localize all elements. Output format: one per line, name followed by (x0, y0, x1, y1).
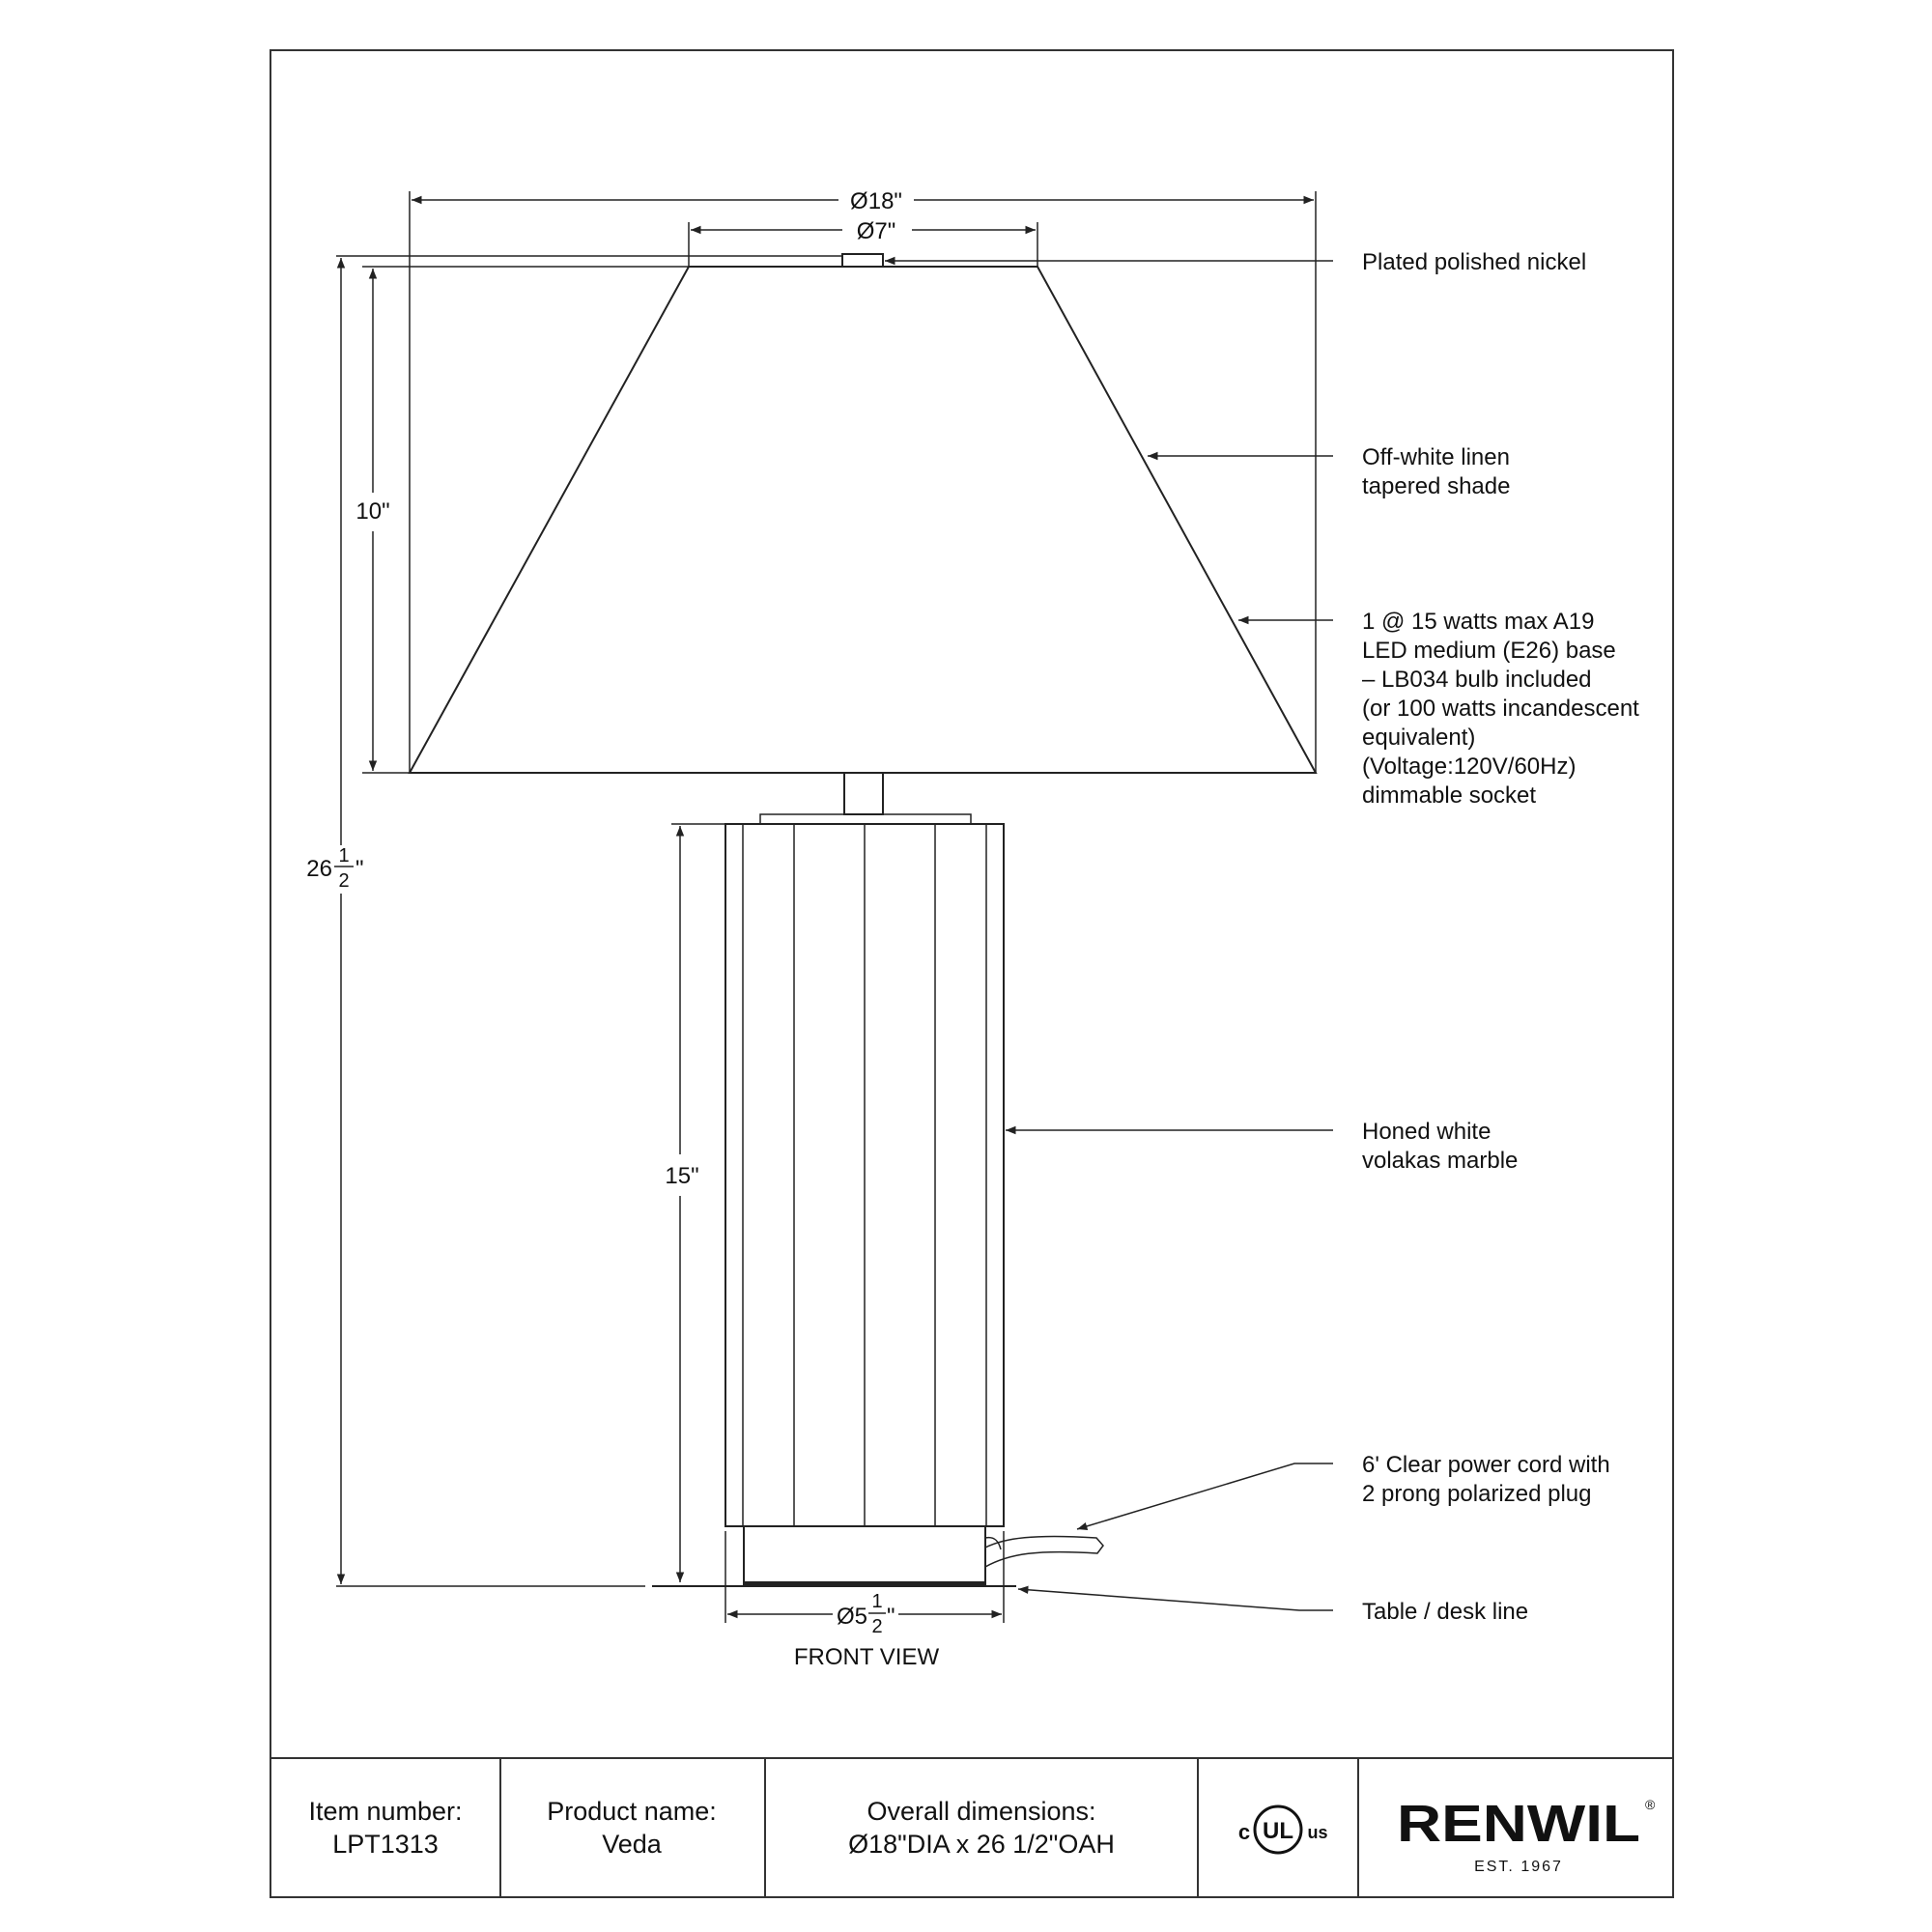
dim-overall-height (306, 845, 363, 892)
ul-letters: UL (1263, 1818, 1293, 1844)
dim-base-diameter (837, 1591, 895, 1637)
ul-us: us (1307, 1823, 1328, 1842)
brand-established: EST. 1967 (1474, 1859, 1563, 1875)
lamp-neck (844, 773, 883, 814)
callout-line: dimmable socket (1362, 782, 1537, 809)
lamp-shade (410, 267, 1316, 773)
callout-table (1362, 1599, 1528, 1625)
base-plinth (744, 1526, 985, 1584)
callout-line: Off-white linen (1362, 444, 1510, 470)
dim-base-diameter-denominator: 2 (871, 1616, 883, 1637)
dim-shade-top-diameter: Ø7" (856, 218, 896, 244)
dim-shade-height: 10" (355, 498, 390, 525)
overall-dimensions-value: Ø18"DIA x 26 1/2"OAH (848, 1830, 1115, 1859)
renwil-logo (1397, 1795, 1656, 1875)
lamp-front-view (410, 254, 1316, 1586)
ul-c: c (1237, 1820, 1251, 1844)
callout-line: (or 100 watts incandescent (1362, 696, 1639, 722)
leader-cord (1077, 1463, 1333, 1529)
brand-registered-mark: ® (1645, 1797, 1656, 1812)
dim-base-height: 15" (665, 1163, 699, 1189)
callout-line: equivalent) (1362, 724, 1476, 751)
dim-base-diameter-whole: Ø5 (836, 1604, 867, 1630)
callout-line: Honed white (1362, 1119, 1492, 1145)
callout-line: 6' Clear power cord with (1362, 1452, 1610, 1478)
callout-line: Table / desk line (1362, 1599, 1529, 1625)
callout-bulb (1362, 609, 1646, 809)
brand-name: RENWIL (1397, 1795, 1640, 1853)
title-block (270, 1758, 1673, 1897)
callout-line: tapered shade (1362, 473, 1511, 499)
callout-line: LED medium (E26) base (1362, 638, 1616, 664)
callouts (885, 249, 1646, 1625)
callout-body (1362, 1119, 1518, 1174)
base-cap (760, 814, 971, 824)
callout-line: 2 prong polarized plug (1362, 1481, 1592, 1507)
callout-finial (1362, 249, 1586, 275)
dim-overall-height-denominator: 2 (338, 870, 350, 892)
callout-line: 1 @ 15 watts max A19 (1362, 609, 1595, 635)
ul-certification-icon (1238, 1806, 1328, 1853)
callout-cord (1362, 1452, 1616, 1507)
dim-shade-bottom-diameter: Ø18" (850, 188, 902, 214)
dim-base-diameter-unit: " (887, 1604, 895, 1630)
callout-line: volakas marble (1362, 1148, 1519, 1174)
product-name-value: Veda (602, 1830, 662, 1859)
callout-line: – LB034 bulb included (1362, 667, 1592, 693)
finial (842, 254, 883, 267)
dimension-lines (306, 188, 1316, 1670)
dim-overall-height-numerator: 1 (338, 845, 350, 867)
item-number-label: Item number: (308, 1797, 463, 1826)
callout-shade (1362, 444, 1517, 499)
dim-overall-height-whole: 26 (306, 856, 332, 882)
view-label: FRONT VIEW (793, 1644, 940, 1670)
dim-overall-height-unit: " (355, 856, 364, 882)
dim-base-diameter-numerator: 1 (871, 1591, 883, 1612)
callout-line: (Voltage:120V/60Hz) (1362, 753, 1577, 780)
item-number-value: LPT1313 (332, 1830, 439, 1859)
overall-dimensions-label: Overall dimensions: (867, 1797, 1096, 1826)
leader-table (1018, 1589, 1333, 1610)
callout-line: Plated polished nickel (1362, 249, 1587, 275)
product-name-label: Product name: (547, 1797, 717, 1826)
